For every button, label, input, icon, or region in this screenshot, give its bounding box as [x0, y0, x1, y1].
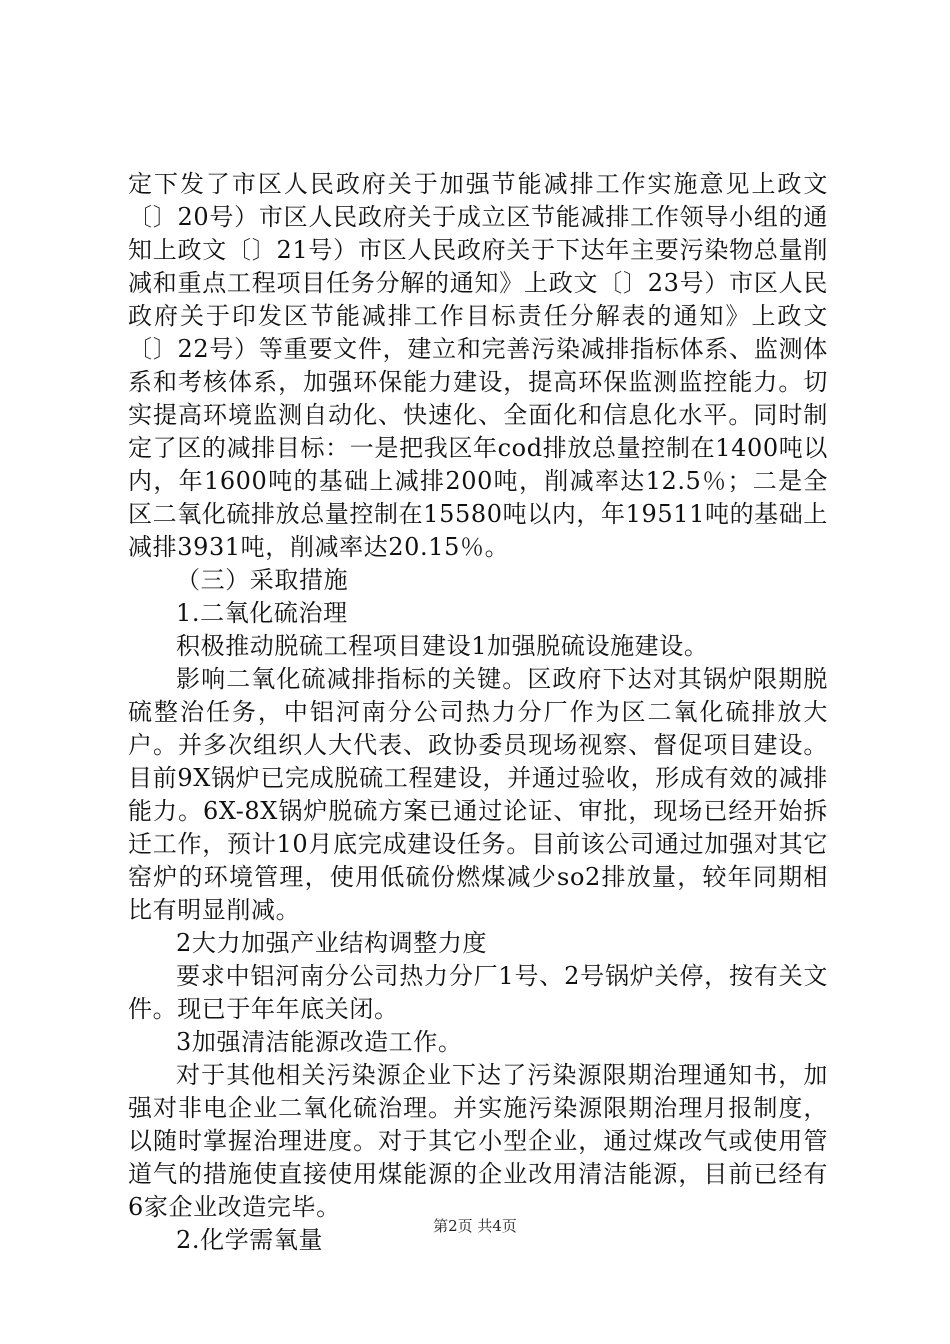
subheading-industry-structure: 2大力加强产业结构调整力度 — [176, 929, 488, 957]
paragraph-clean-energy: 对于其他相关污染源企业下达了污染源限期治理通知书，加强对非电企业二氧化硫治理。并实施污染源限期治理月报制度，以随时掌握治理进度。对于其它小型企业，通过煤改气或使用管道气的措施使直接使用煤能源的企业改用清洁能源，目前已经有6家企业改造完毕。 — [128, 1061, 828, 1221]
document-body — [128, 168, 828, 1257]
subheading-cod: 2.化学需氧量 — [176, 1226, 324, 1254]
paragraph-boiler-shutdown: 要求中铝河南分公司热力分厂1号、2号锅炉关停，按有关文件。现已于年年底关闭。 — [128, 962, 828, 1023]
paragraph-key-factor: 影响二氧化硫减排指标的关键。区政府下达对其锅炉限期脱硫整治任务，中铝河南分公司热力分厂作为区二氧化硫排放大户。并多次组织人大代表、政协委员现场视察、督促项目建设。目前9X锅炉已完成脱硫工程建设，并通过验收，形成有效的减排能力。6X-8X锅炉脱硫方案已通过论证、审批，现场已经开始拆迁工作，预计10月底完成建设任务。目前该公司通过加强对其它窑炉的环境管理，使用低硫份燃煤减少so2排放量，较年同期相比有明显削减。 — [128, 665, 828, 924]
section-heading-measures: （三）采取措施 — [176, 566, 349, 594]
page-number-footer: 第2页 共4页 — [433, 1217, 517, 1235]
subheading-so2-treatment: 1.二氧化硫治理 — [176, 599, 348, 627]
subheading-clean-energy: 3加强清洁能源改造工作。 — [176, 1028, 463, 1056]
paragraph-1: 定下发了市区人民政府关于加强节能减排工作实施意见上政文〔〕20号）市区人民政府关于成立区节能减排工作领导小组的通知上政文〔〕21号）市区人民政府关于下达年主要污染物总量削减和重点工程项目任务分解的通知》上政文〔〕23号）市区人民政府关于印发区节能减排工作目标责任分解表的通知》上政文〔〕22号）等重要文件，建立和完善污染减排指标体系、监测体系和考核体系，加强环保能力建设，提高环保监测监控能力。切实提高环境监测自动化、快速化、全面化和信息化水平。同时制定了区的减排目标：一是把我区年cod排放总量控制在1400吨以内，年1600吨的基础上减排200吨，削减率达12.5％；二是全区二氧化硫排放总量控制在15580吨以内，年19511吨的基础上减排3931吨，削减率达20.15％。 — [128, 170, 828, 561]
paragraph-desulfurization: 积极推动脱硫工程项目建设1加强脱硫设施建设。 — [176, 632, 709, 660]
